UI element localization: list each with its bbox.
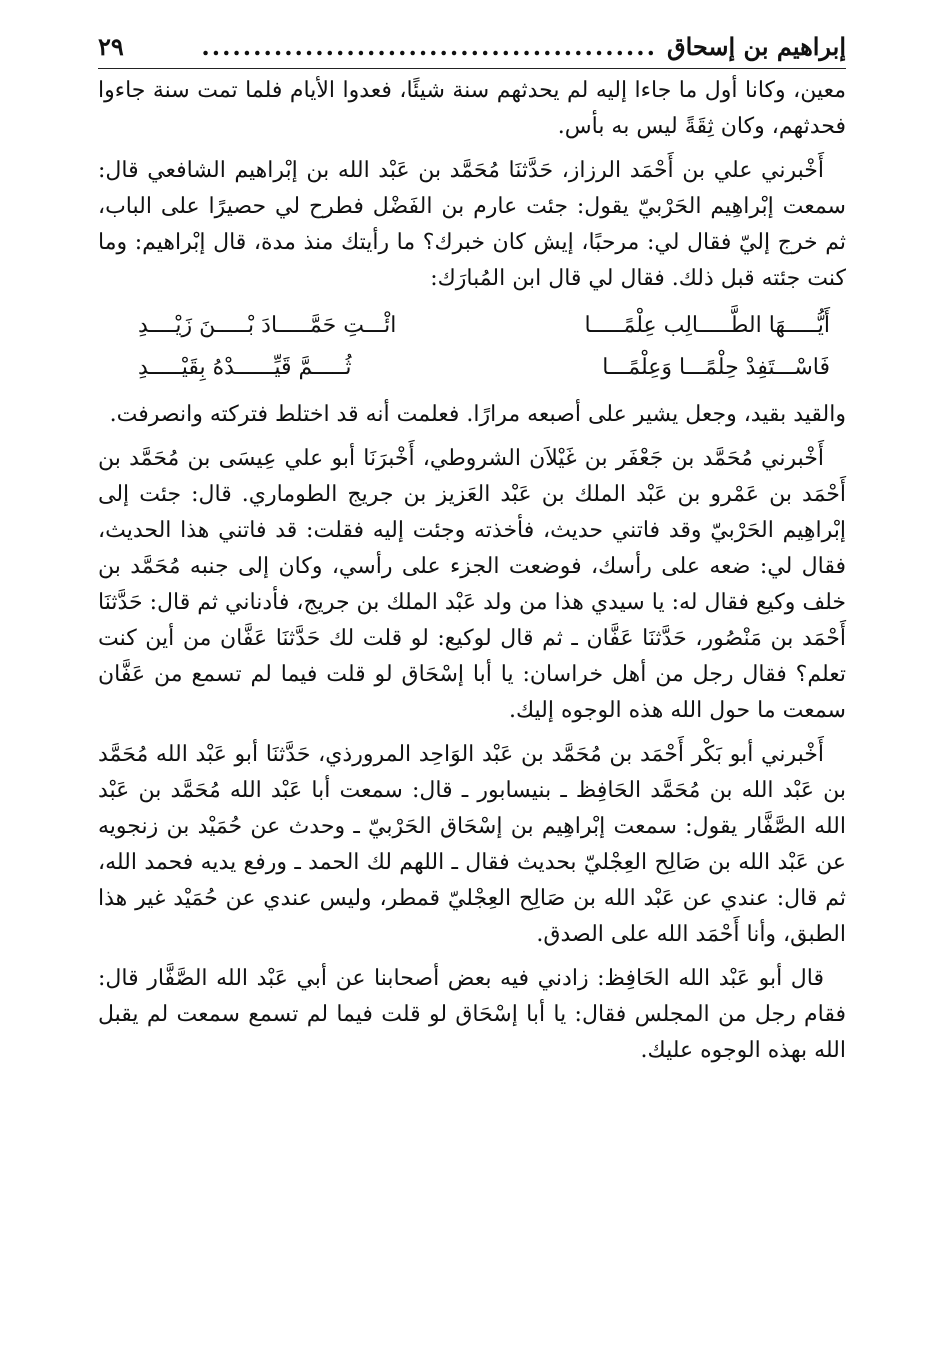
paragraph-5: أَخْبرني أبو بَكْر أَحْمَد بن مُحَمَّد بن عَبْد الوَاحِد المرورذي، حَدَّثنَا أبو عَبْد الله مُحَمَّد بن عَبْد الله بن مُحَمَّد الحَافِظ ـ بنيسابور ـ قال: سمعت أبا عَبْد الله مُحَمَّد بن عَبْد الله الصَّفَّار يقول: سمعت إبْراهِيم بن إسْحَاق الحَرْبيّ ـ وحدث عن حُمَيْد بن زنجويه عن عَبْد الله بن صَالِح العِجْليّ بحديث فقال ـ اللهم لك الحمد ـ ورفع يديه فحمد الله، ثم قال: عندي عن عَبْد الله بن صَالِح العِجْليّ قمطر، وليس عندي عن حُمَيْد غير هذا الطبق، وأنا أَحْمَد الله على الصدق. xyxy=(98,742,846,947)
poem-hemistich: فَاسْـــتَفِدْ حِلْمًـــا وَعِلْمًـــا xyxy=(602,355,830,380)
poem-verse-2 xyxy=(98,347,846,389)
running-header xyxy=(98,30,846,69)
running-title: إبراهيم بن إسحاق xyxy=(667,32,846,61)
poem-hemistich: أَيُّـــــهَا الطَّـــــالِب عِلْمًـــــا xyxy=(584,313,830,338)
poem-hemistich: ائْـــتِ حَمَّـــــادَ بْـــــنَ زَيْــــدِ xyxy=(138,313,397,338)
paragraph-4: أَخْبرني مُحَمَّد بن جَعْفَر بن غَيْلاَن الشروطي، أَخْبرَنَا أبو علي عِيسَى بن مُحَمَّد بن أَحْمَد بن عَمْرو بن عَبْد الملك بن عَبْد العَزيز بن جريج الطوماري. قال: جئت إلى إبْراهِيم الحَرْبيّ وقد فاتني حديث، فأخذته وجئت إليه فقلت: قد فاتني هذا الحديث، فقال لي: ضعه على رأسك، فوضعت الجزء على رأسي، وكان إلى جنبه مُحَمَّد بن خلف وكيع فقال له: يا سيدي هذا من ولد عَبْد الملك بن جريج، فأدناني ثم قال: حَدَّثنَا أَحْمَد بن مَنْصُور، حَدَّثنَا عَفَّان ـ ثم قال لوكيع: لو قلت لك حَدَّثنَا عَفَّان من أين كنت تعلم؟ فقال رجل من أهل خراسان: يا أبا إسْحَاق لو قلت فيما لم تسمع من عَفَّان سمعت ما حول الله هذه الوجوه إليك. xyxy=(98,446,846,723)
poem xyxy=(98,305,846,389)
paragraph-6: قال أبو عَبْد الله الحَافِظ: زادني فيه بعض أصحابنا عن أبي عَبْد الله الصَّفَّار قال: فقام رجل من المجلس فقال: يا أبا إسْحَاق لو قلت فيما لم تسمع سمعت لم يقبل الله بهذه الوجوه عليك. xyxy=(98,966,846,1063)
paragraph-1: معين، وكانا أول ما جاءا إليه لم يحدثهم سنة شيئًا، فعدوا الأيام فلما تمت سنة جاءوا فحدثهم، وكان ثِقَةً ليس به بأس. xyxy=(98,78,846,139)
poem-hemistich: ثُـــــمَّ قَيِّــــــدْهُ بِقَيْـــــدِ xyxy=(138,355,352,380)
leader-dots: ............................................ xyxy=(201,32,657,61)
paragraph-3: والقيد بقيد، وجعل يشير على أصبعه مرارًا. فعلمت أنه قد اختلط فتركته وانصرفت. xyxy=(109,402,846,427)
paragraph-2: أَخْبرني علي بن أَحْمَد الرزاز، حَدَّثنَا مُحَمَّد بن عَبْد الله بن إبْراهيم الشافعي قال: سمعت إبْراهِيم الحَرْبيّ يقول: جئت عارم بن الفَضْل فطرح لي حصيرًا على الباب، ثم خرج إليّ فقال لي: مرحبًا، إيش كان خبرك؟ ما رأيتك منذ مدة، قال إبْراهيم: وما كنت جئته قبل ذلك. فقال لي قال ابن المُبارَك: xyxy=(98,158,846,291)
poem-verse-1 xyxy=(98,305,846,347)
page-number: ٢٩ xyxy=(98,32,124,61)
